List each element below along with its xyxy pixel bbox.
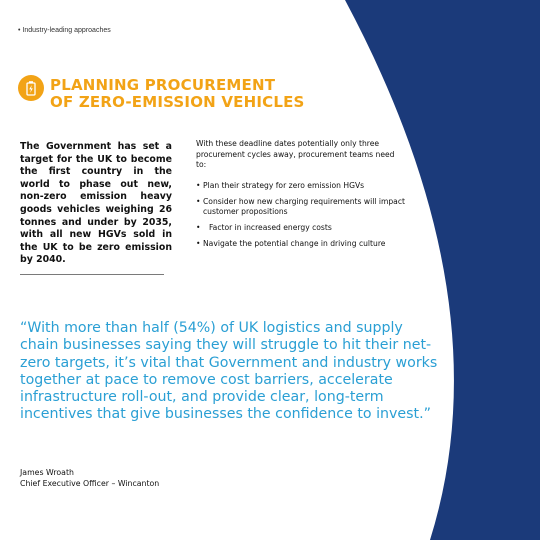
lead-paragraph: The Government has set a target for the UK to become the first country in the world to phase out new, non-zero emission heavy goods vehicles weighing 26 tonnes and under by 2035, with all new HGVs sold in the UK to be zero emission by 2040. — [20, 141, 172, 266]
pull-quote: “With more than half (54%) of UK logistics and supply chain businesses saying they will struggle to hit their net-zero targets, it’s vital that Government and industry works together at pace to remove cost barriers, accelerate infrastructure roll-out, and provide clear, long-term incentives that give businesses the confidence to invest.” — [20, 320, 438, 423]
breadcrumb: • Industry-leading approaches — [18, 27, 111, 34]
intro-paragraph: With these deadline dates potentially only three procurement cycles away, procurement teams need to: — [196, 139, 395, 170]
list-item: • Plan their strategy for zero emission HGVs — [196, 181, 365, 190]
bullet-icon: • — [196, 238, 201, 248]
quote-attribution — [20, 467, 159, 489]
list-item: • Navigate the potential change in driving culture — [196, 238, 386, 248]
lead-divider — [20, 274, 164, 275]
bullet-list — [196, 181, 406, 255]
list-item: • Consider how new charging requirements will impact customer propositions — [196, 196, 405, 217]
author-role: Chief Executive Officer – Wincanton — [20, 479, 160, 488]
bullet-icon: • — [196, 196, 201, 206]
heading-line-1: PLANNING PROCUREMENT — [50, 76, 276, 94]
bullet-icon: • — [196, 223, 201, 232]
bullet-icon: • — [196, 181, 201, 190]
author-name: James Wroath — [20, 468, 74, 477]
battery-charging-icon — [18, 75, 44, 101]
section-heading — [50, 77, 305, 111]
list-item: • Factor in increased energy costs — [196, 223, 332, 232]
heading-line-2: OF ZERO-EMISSION VEHICLES — [50, 93, 305, 111]
